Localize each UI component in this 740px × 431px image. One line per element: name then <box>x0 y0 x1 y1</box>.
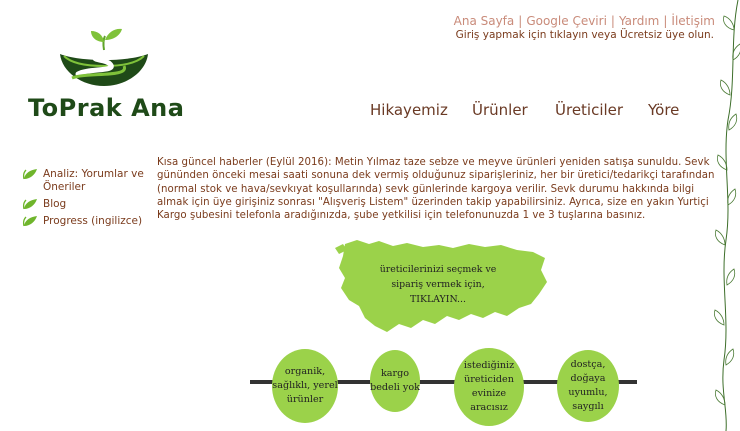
leaf-icon <box>22 198 38 210</box>
feature-text: dostça, doğaya uyumlu, saygılı <box>568 359 608 412</box>
nav-ureticiler[interactable]: Üreticiler <box>555 101 624 119</box>
nav-yore[interactable]: Yöre <box>648 101 680 119</box>
nav-urunler[interactable]: Ürünler <box>472 101 528 119</box>
google-translate-link[interactable]: Google Çeviri <box>526 14 607 28</box>
login-link[interactable]: Giriş yapmak için tıklayın veya Ücretsiz üye olun. <box>455 29 714 41</box>
sidebar-item-label: Progress (ingilizce) <box>43 215 143 227</box>
feature-text: kargo bedeli yok <box>370 368 420 393</box>
top-links <box>454 14 715 28</box>
feature-circle-shipping <box>370 350 420 412</box>
separator: | <box>518 14 523 28</box>
feature-text: organik, sağlıklı, yerel ürünler <box>272 366 338 405</box>
sidebar-item-blog[interactable] <box>22 198 66 211</box>
news-paragraph: Kısa güncel haberler (Eylül 2016): Metin Yılmaz taze sebze ve meyve ürünleri yeniden satışa sunuldu. Sevk gününden önceki mesai saati sonuna dek vermiş olduğunuz siparişleriniz, her bir üretici/tedarikçi tarafından (normal stok ve hava/sevkıyat koşullarında) sevk günlerinde kargoya verilir. Sevk durumu hakkında bilgi almak için üye girişiniz sonrası "Alışveriş Listem" üzerinden takip yapabilirsiniz. Ayrıca, size en yakın Yurtiçi Kargo şubesini telefonla aradığınızda, şube yetkilisi için telefonunuzda 1 ve 3 tuşlarına basınız. <box>157 157 715 222</box>
feature-circle-organic <box>272 349 338 423</box>
feature-circle-eco <box>557 350 619 422</box>
home-link[interactable]: Ana Sayfa <box>453 14 515 28</box>
feature-circle-direct <box>454 348 524 426</box>
feature-text: istediğiniz üreticiden evinize aracısız <box>463 360 515 413</box>
sidebar-item-label: Analiz: Yorumlar ve Öneriler <box>43 168 144 193</box>
separator: | <box>663 14 668 28</box>
vine-decoration <box>700 0 740 431</box>
help-link[interactable]: Yardım <box>618 14 660 28</box>
leaf-icon <box>22 215 38 227</box>
login-prompt <box>456 29 714 41</box>
leaf-icon <box>22 168 38 180</box>
sidebar-item-progress[interactable] <box>22 215 142 228</box>
contact-link[interactable]: İletişim <box>671 14 715 28</box>
logo-icon[interactable] <box>58 28 150 90</box>
nav-hikayemiz[interactable]: Hikayemiz <box>370 101 448 119</box>
sidebar-item-analysis[interactable] <box>22 168 150 194</box>
logo-text[interactable]: ToPrak Ana <box>28 94 185 122</box>
map-cta-text[interactable]: üreticilerinizi seçmek ve sipariş vermek için, TIKLAYIN... <box>379 264 497 305</box>
sidebar-item-label: Blog <box>43 198 67 210</box>
separator: | <box>610 14 615 28</box>
